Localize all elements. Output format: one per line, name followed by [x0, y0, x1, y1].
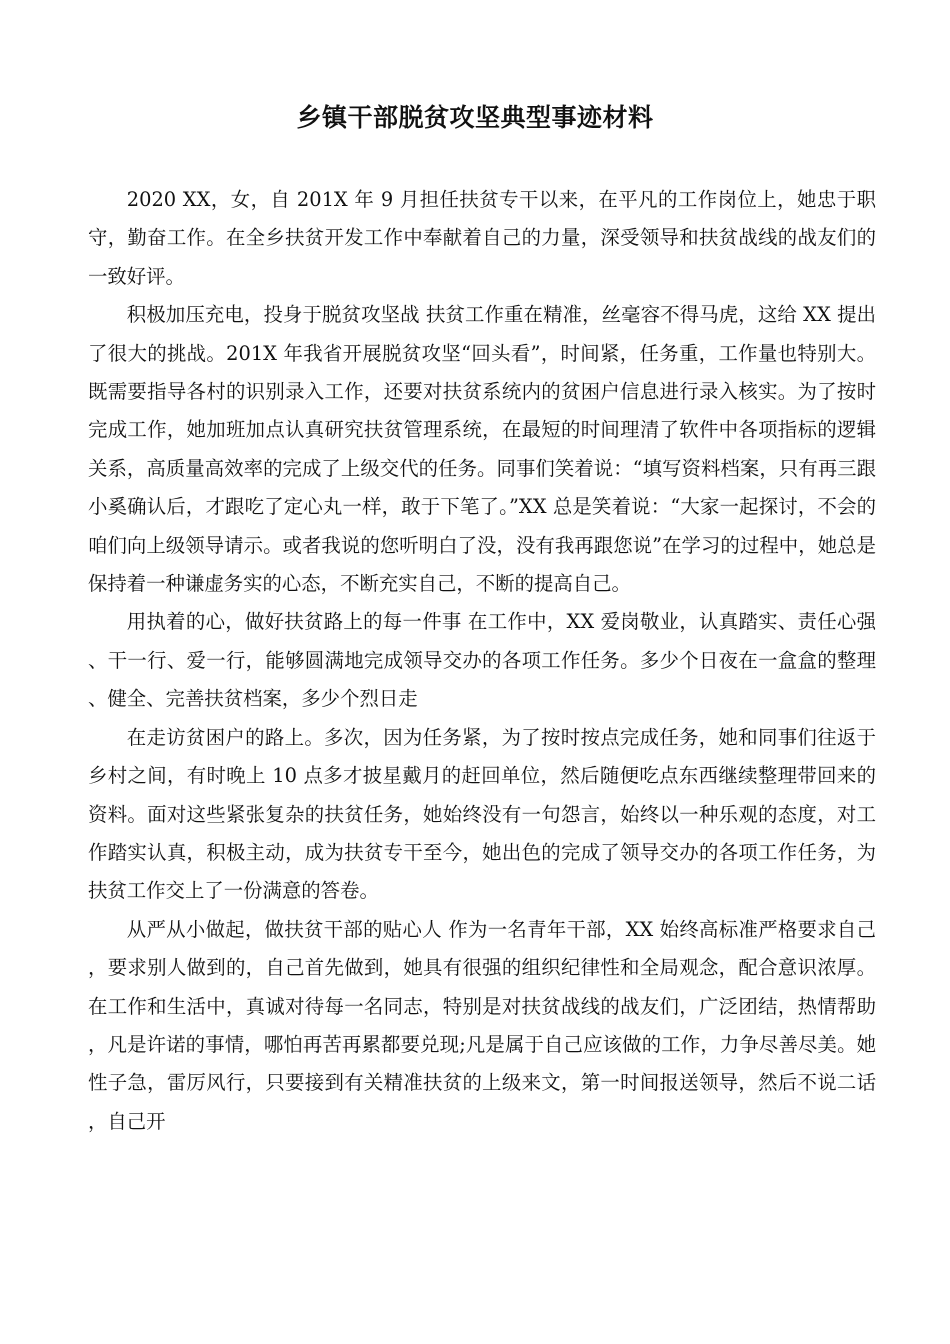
paragraph-2: 积极加压充电，投身于脱贫攻坚战 扶贫工作重在精准，丝毫容不得马虎，这给 XX 提出了很大的挑战。201X 年我省开展脱贫攻坚“回头看”，时间紧，任务重，工作量也特别大。既需要指导各村的识别录入工作，还要对扶贫系统内的贫困户信息进行录入核实。为了按时完成工作，她加班加点认真研究扶贫管理系统，在最短的时间理清了软件中各项指标的逻辑关系，高质量高效率的完成了上级交代的任务。同事们笑着说：“填写资料档案，只有再三跟小奚确认后，才跟吃了定心丸一样，敢于下笔了。”XX 总是笑着说：“大家一起探讨，不会的咱们向上级领导请示。或者我说的您听明白了没，没有我再跟您说”在学习的过程中，她总是保持着一种谦虚务实的心态，不断充实自己，不断的提高自己。	[88, 303, 876, 596]
paragraph-4: 在走访贫困户的路上。多次，因为任务紧，为了按时按点完成任务，她和同事们往返于乡村之间，有时晚上 10 点多才披星戴月的赶回单位，然后随便吃点东西继续整理带回来的资料。面对这些紧张复杂的扶贫任务，她始终没有一句怨言，始终以一种乐观的态度，对工作踏实认真，积极主动，成为扶贫专干至今，她出色的完成了领导交办的各项工作任务，为扶贫工作交上了一份满意的答卷。	[88, 725, 876, 903]
paragraph-3: 用执着的心，做好扶贫路上的每一件事 在工作中，XX 爱岗敬业，认真踏实、责任心强、干一行、爱一行，能够圆满地完成领导交办的各项工作任务。多少个日夜在一盒盒的整理、健全、完善扶贫档案，多少个烈日走	[88, 610, 876, 711]
document-body	[88, 181, 876, 1141]
paragraph-1: 2020 XX，女，自 201X 年 9 月担任扶贫专干以来，在平凡的工作岗位上，她忠于职守，勤奋工作。在全乡扶贫开发工作中奉献着自己的力量，深受领导和扶贫战线的战友们的一致好评。	[88, 188, 876, 288]
paragraph-5: 从严从小做起，做扶贫干部的贴心人 作为一名青年干部，XX 始终高标准严格要求自己，要求别人做到的，自己首先做到，她具有很强的组织纪律性和全局观念，配合意识浓厚。在工作和生活中，真诚对待每一名同志，特别是对扶贫战线的战友们，广泛团结，热情帮助，凡是许诺的事情，哪怕再苦再累都要兑现;凡是属于自己应该做的工作，力争尽善尽美。她性子急，雷厉风行，只要接到有关精准扶贫的上级来文，第一时间报送领导，然后不说二话，自己开	[88, 917, 876, 1133]
document-title: 乡镇干部脱贫攻坚典型事迹材料	[296, 103, 654, 132]
